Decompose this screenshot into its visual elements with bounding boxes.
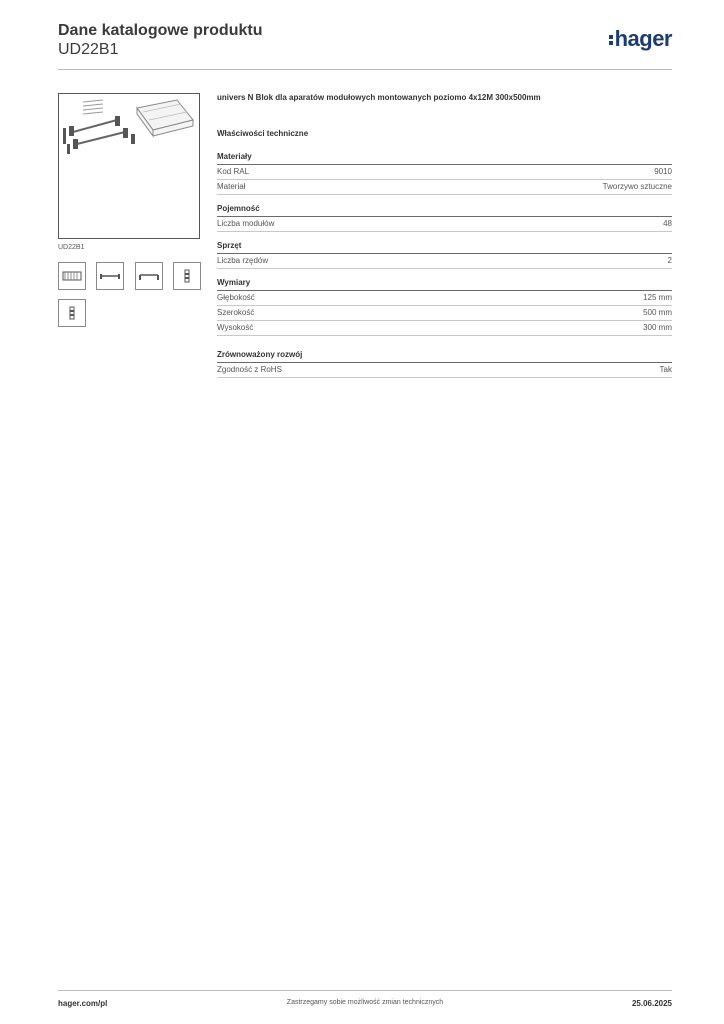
- section-capacity: [217, 204, 672, 232]
- footer-date: 25.06.2025: [631, 999, 672, 1008]
- property-row: [217, 217, 672, 232]
- logo-text: hager: [614, 26, 672, 51]
- section-dimensions: [217, 278, 672, 336]
- page-footer: [58, 990, 672, 1014]
- section-title: Zrównoważony rozwój: [217, 350, 672, 363]
- product-image[interactable]: [58, 93, 200, 239]
- screw-thumbnail-icon: [59, 300, 85, 326]
- property-value: 9010: [654, 167, 672, 176]
- section-title: Pojemność: [217, 204, 672, 217]
- property-label: Głębokość: [217, 293, 255, 302]
- property-label: Wysokość: [217, 323, 254, 332]
- product-code: UD22B1: [58, 41, 119, 58]
- logo-dots-icon: [609, 33, 614, 47]
- property-value: Tak: [659, 365, 672, 374]
- property-label: Kod RAL: [217, 167, 250, 176]
- property-label: Szerokość: [217, 308, 255, 317]
- section-equipment: [217, 241, 672, 269]
- section-title: Sprzęt: [217, 241, 672, 254]
- section-title: Wymiary: [217, 278, 672, 291]
- property-row: [217, 291, 672, 306]
- footer-disclaimer: Zastrzegamy sobie możliwość zmian technicznych: [286, 999, 444, 1006]
- property-row: [217, 363, 672, 378]
- screw-thumbnail-icon: [174, 263, 200, 289]
- section-sustainability: [217, 350, 672, 378]
- block-thumbnail-icon: [59, 263, 85, 289]
- property-label: Materiał: [217, 182, 246, 191]
- section-materials: [217, 152, 672, 195]
- thumbnail-screw-2[interactable]: [58, 299, 86, 327]
- technical-properties-title: Właściwości techniczne: [217, 129, 309, 138]
- thumbnail-block[interactable]: [58, 262, 86, 290]
- thumbnail-screw-1[interactable]: [173, 262, 201, 290]
- thumbnail-rail-1[interactable]: [96, 262, 124, 290]
- thumbnail-rail-2[interactable]: [135, 262, 163, 290]
- page-header: [58, 20, 672, 70]
- product-description: univers N Blok dla aparatów modułowych montowanych poziomo 4x12M 300x500mm: [217, 93, 541, 102]
- section-title: Materiały: [217, 152, 672, 165]
- rail-thumbnail-icon: [136, 263, 162, 289]
- footer-website-link[interactable]: hager.com/pl: [58, 999, 108, 1008]
- property-value: 48: [663, 219, 672, 228]
- property-row: [217, 321, 672, 336]
- document-title: Dane katalogowe produktu: [58, 22, 263, 39]
- property-row: [217, 306, 672, 321]
- property-value: 2: [667, 256, 672, 265]
- property-row: [217, 254, 672, 269]
- property-label: Zgodność z RoHS: [217, 365, 282, 374]
- property-value: Tworzywo sztuczne: [602, 182, 672, 191]
- property-value: 125 mm: [643, 293, 672, 302]
- property-label: Liczba modułów: [217, 219, 275, 228]
- image-caption: UD22B1: [58, 244, 85, 251]
- property-value: 500 mm: [643, 308, 672, 317]
- property-value: 300 mm: [643, 323, 672, 332]
- distribution-block-icon: [59, 94, 199, 238]
- product-details: [217, 93, 672, 378]
- property-row: [217, 180, 672, 195]
- rail-thumbnail-icon: [97, 263, 123, 289]
- property-label: Liczba rzędów: [217, 256, 269, 265]
- hager-logo: [609, 26, 672, 52]
- property-row: [217, 165, 672, 180]
